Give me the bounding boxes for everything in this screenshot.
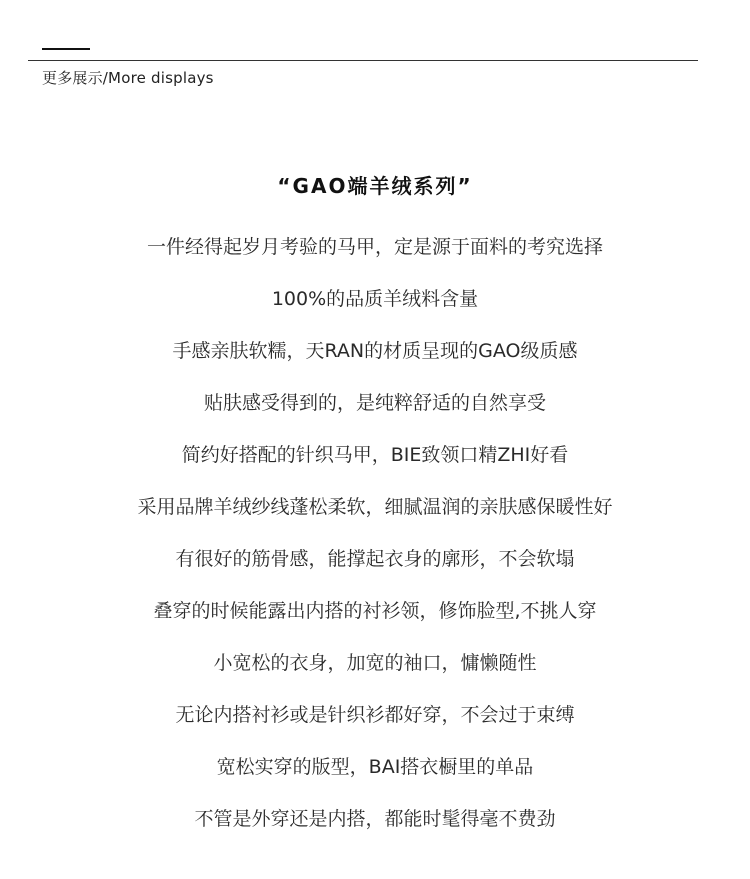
- description-line: 有很好的筋骨感，能撑起衣身的廓形，不会软塌: [175, 548, 575, 570]
- description-line: 小宽松的衣身，加宽的袖口，慵懒随性: [213, 652, 537, 674]
- series-title: “GAO端羊绒系列”: [277, 174, 473, 198]
- description-line: 采用品牌羊绒纱线蓬松柔软，细腻温润的亲肤感保暖性好: [137, 496, 613, 518]
- description-line: 不管是外穿还是内搭，都能时髦得毫不费劲: [194, 808, 556, 830]
- description-line: 无论内搭衬衫或是针织衫都好穿，不会过于束缚: [175, 704, 575, 726]
- description-line: 手感亲肤软糯，天RAN的材质呈现的GAO级质感: [172, 340, 578, 362]
- description-list: [0, 232, 750, 856]
- description-line: 100%的品质羊绒料含量: [271, 288, 479, 310]
- header-divider: [28, 60, 698, 61]
- header-accent-bar: [42, 48, 90, 50]
- description-line: 宽松实穿的版型，BAI搭衣橱里的单品: [216, 756, 534, 778]
- description-line: 叠穿的时候能露出内搭的衬衫领，修饰脸型,不挑人穿: [153, 600, 597, 622]
- description-line: 简约好搭配的针织马甲，BIE致领口精ZHI好看: [181, 444, 569, 466]
- description-line: 贴肤感受得到的，是纯粹舒适的自然享受: [203, 392, 546, 414]
- description-line: 一件经得起岁月考验的马甲，定是源于面料的考究选择: [146, 236, 603, 258]
- section-label: 更多展示/More displays: [42, 69, 214, 87]
